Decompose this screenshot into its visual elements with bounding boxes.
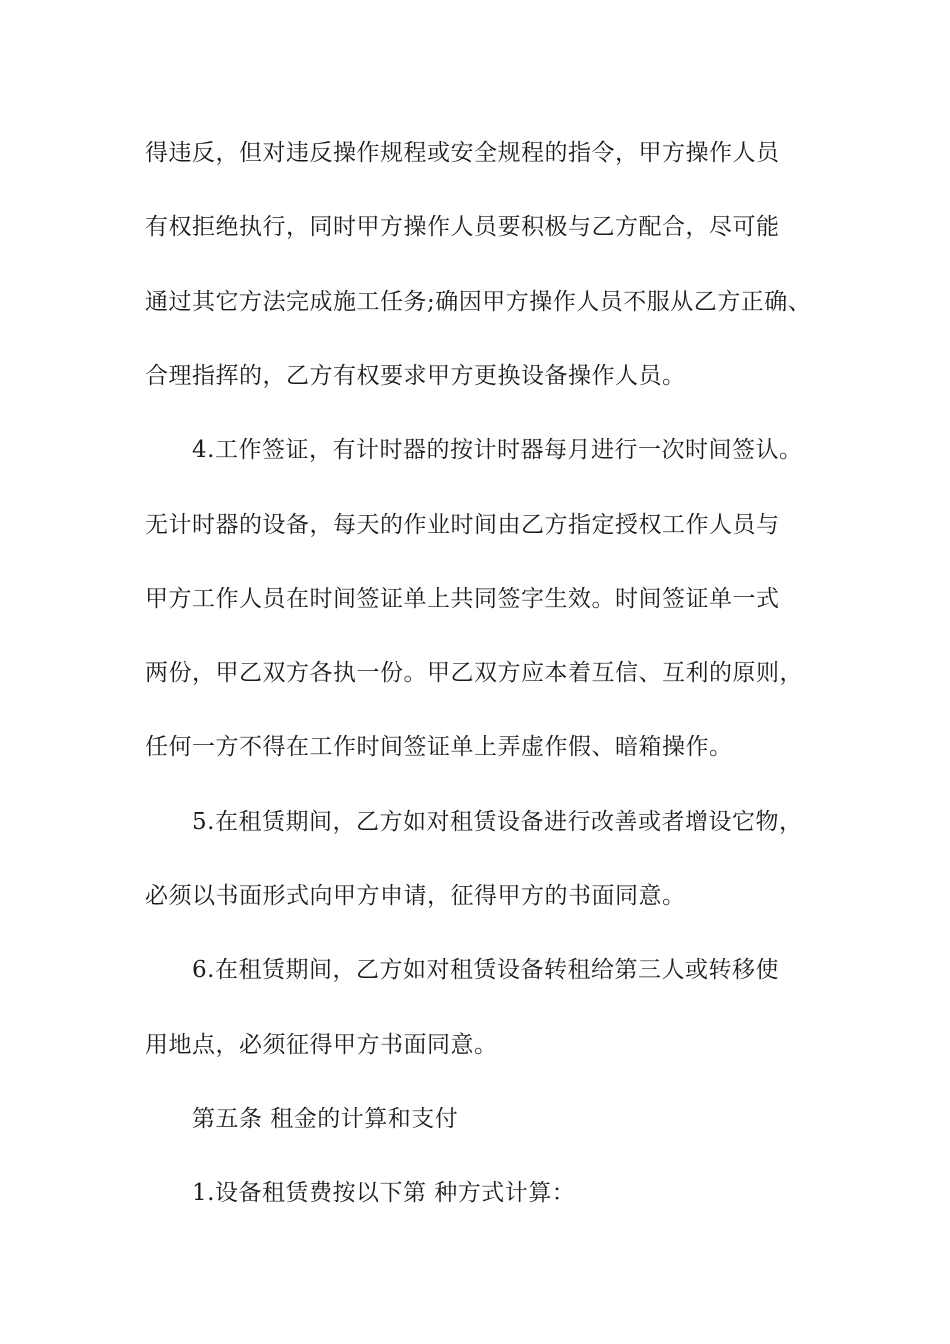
text-line-1: 得违反，但对违反操作规程或安全规程的指令，甲方操作人员 xyxy=(145,140,780,166)
text-line-8: 两份，甲乙双方各执一份。甲乙双方应本着互信、互利的原则， xyxy=(145,660,803,686)
text-line-15: 1.设备租赁费按以下第 种方式计算： xyxy=(192,1180,576,1206)
text-line-12: 6.在租赁期间，乙方如对租赁设备转租给第三人或转移使 xyxy=(192,957,779,983)
text-line-10: 5.在租赁期间，乙方如对租赁设备进行改善或者增设它物， xyxy=(192,809,803,835)
text-line-7: 甲方工作人员在时间签证单上共同签字生效。时间签证单一式 xyxy=(145,586,780,612)
text-line-3: 通过其它方法完成施工任务;确因甲方操作人员不服从乙方正确、 xyxy=(145,289,812,315)
section-heading: 第五条 租金的计算和支付 xyxy=(192,1106,459,1132)
text-line-9: 任何一方不得在工作时间签证单上弄虚作假、暗箱操作。 xyxy=(145,734,733,760)
text-line-2: 有权拒绝执行，同时甲方操作人员要积极与乙方配合，尽可能 xyxy=(145,214,780,240)
text-line-5: 4.工作签证，有计时器的按计时器每月进行一次时间签认。 xyxy=(192,437,803,463)
text-line-4: 合理指挥的，乙方有权要求甲方更换设备操作人员。 xyxy=(145,363,686,389)
text-line-13: 用地点，必须征得甲方书面同意。 xyxy=(145,1032,498,1058)
text-line-6: 无计时器的设备，每天的作业时间由乙方指定授权工作人员与 xyxy=(145,512,780,538)
text-line-11: 必须以书面形式向甲方申请，征得甲方的书面同意。 xyxy=(145,883,686,909)
